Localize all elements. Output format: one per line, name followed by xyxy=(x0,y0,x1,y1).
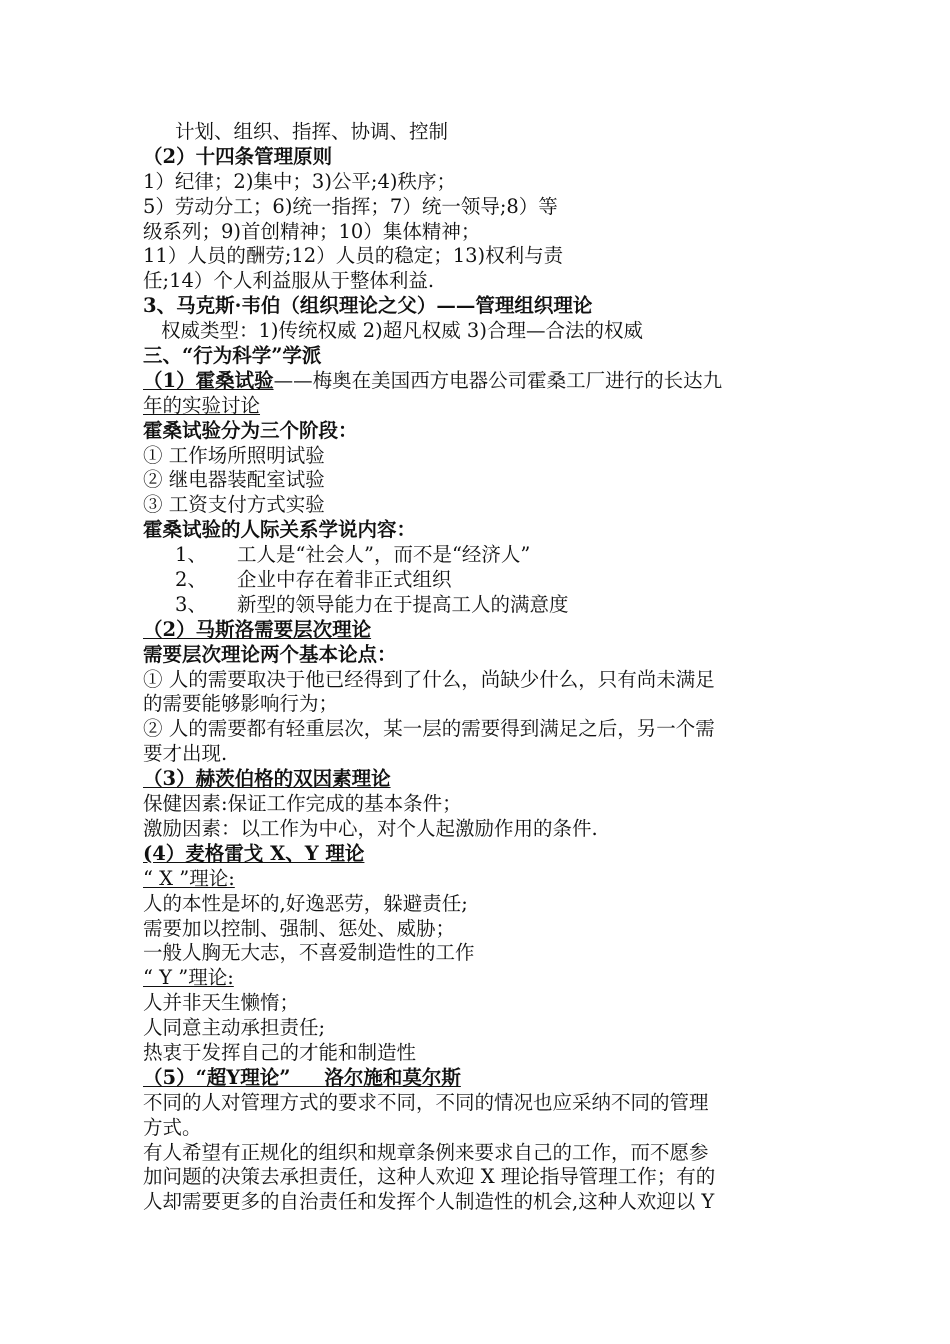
list-number: 1、 xyxy=(175,543,207,567)
text-line xyxy=(143,1066,815,1091)
document-page xyxy=(143,120,815,1215)
section-heading: 霍桑试验分为三个阶段： xyxy=(143,418,358,442)
list-item: ① 工作场所照明试验 xyxy=(143,443,325,467)
hawthorne-heading: （1）霍桑试验 xyxy=(143,368,274,392)
list-number: 2、 xyxy=(175,568,207,592)
text-line: 有人希望有正规化的组织和规章条例来要求自己的工作，而不愿参 xyxy=(143,1140,709,1164)
subheading: “ X ”理论: xyxy=(143,866,235,890)
text-line xyxy=(143,394,815,419)
text-line: 保健因素:保证工作完成的基本条件； xyxy=(143,792,462,816)
text-line: 的需要能够影响行为； xyxy=(143,692,339,716)
text-line xyxy=(143,369,815,394)
list-item xyxy=(143,543,815,568)
text-line: 方式。 xyxy=(143,1115,202,1139)
text-line xyxy=(143,767,815,792)
list-item: ② 继电器装配室试验 xyxy=(143,468,325,492)
section-heading: （2）十四条管理原则 xyxy=(143,144,333,168)
text-line: 人却需要更多的自治责任和发挥个人制造性的机会,这种人欢迎以 Y xyxy=(143,1190,715,1214)
section-heading: 霍桑试验的人际关系学说内容： xyxy=(143,518,417,542)
text-line: 加问题的决策去承担责任，这种人欢迎 X 理论指导管理工作；有的 xyxy=(143,1165,716,1189)
text-line: 热衷于发挥自己的才能和制造性 xyxy=(143,1040,417,1064)
list-item xyxy=(143,568,815,593)
section-heading: (4）麦格雷戈 X、Y 理论 xyxy=(143,841,365,865)
section-heading: 三、“行为科学”学派 xyxy=(143,344,322,368)
text-line: 人同意主动承担责任; xyxy=(143,1016,326,1040)
hawthorne-desc: ——梅奥在美国西方电器公司霍桑工厂进行的长达九 xyxy=(273,368,723,392)
text-line: 需要加以控制、强制、惩处、威胁； xyxy=(143,916,456,940)
text-line: 任;14）个人利益服从于整体利益. xyxy=(143,269,435,293)
text-line: 计划、组织、指挥、协调、控制 xyxy=(175,120,449,143)
list-item: ③ 工资支付方式实验 xyxy=(143,493,325,517)
section-heading: （3）赫茨伯格的双因素理论 xyxy=(143,767,391,791)
text-line: 级系列；9)首创精神；10）集体精神； xyxy=(143,219,481,243)
subheading: “ Y ”理论: xyxy=(143,966,234,990)
list-item xyxy=(143,593,815,618)
text-line: 人并非天生懒惰； xyxy=(143,991,300,1015)
text-line: 激励因素：以工作为中心，对个人起激励作用的条件. xyxy=(143,816,598,840)
section-heading: （5）“超Y理论” 洛尔施和莫尔斯 xyxy=(143,1065,461,1089)
list-number: 3、 xyxy=(175,592,207,616)
section-heading: （2）马斯洛需要层次理论 xyxy=(143,617,372,641)
hawthorne-desc-cont: 年的实验讨论 xyxy=(143,393,261,417)
text-line xyxy=(143,842,815,867)
text-line: 人的本性是坏的,好逸恶劳，躲避责任; xyxy=(143,891,468,915)
list-text: 新型的领导能力在于提高工人的满意度 xyxy=(237,592,569,616)
text-line xyxy=(143,618,815,643)
text-line xyxy=(143,867,815,892)
list-text: 企业中存在着非正式组织 xyxy=(237,568,452,592)
text-line: 要才出现. xyxy=(143,742,228,766)
section-heading: 需要层次理论两个基本论点： xyxy=(143,642,397,666)
text-line: 一般人胸无大志，不喜爱制造性的工作 xyxy=(143,941,475,965)
text-line: 不同的人对管理方式的要求不同，不同的情况也应采纳不同的管理 xyxy=(143,1090,709,1114)
text-line: 权威类型：1)传统权威 2)超凡权威 3)合理—合法的权威 xyxy=(161,319,643,343)
text-line: ① 人的需要取决于他已经得到了什么，尚缺少什么，只有尚未满足 xyxy=(143,667,715,691)
text-line: 1）纪律；2)集中；3)公平;4)秩序； xyxy=(143,169,457,193)
list-text: 工人是“社会人”，而不是“经济人” xyxy=(237,543,531,567)
text-line: 5）劳动分工；6)统一指挥；7）统一领导;8）等 xyxy=(143,194,558,218)
text-line: ② 人的需要都有轻重层次，某一层的需要得到满足之后，另一个需 xyxy=(143,717,715,741)
section-heading: 3、马克斯·韦伯（组织理论之父）——管理组织理论 xyxy=(143,294,593,318)
text-line xyxy=(143,966,815,991)
text-line: 11）人员的酬劳;12）人员的稳定；13)权利与责 xyxy=(143,244,564,268)
